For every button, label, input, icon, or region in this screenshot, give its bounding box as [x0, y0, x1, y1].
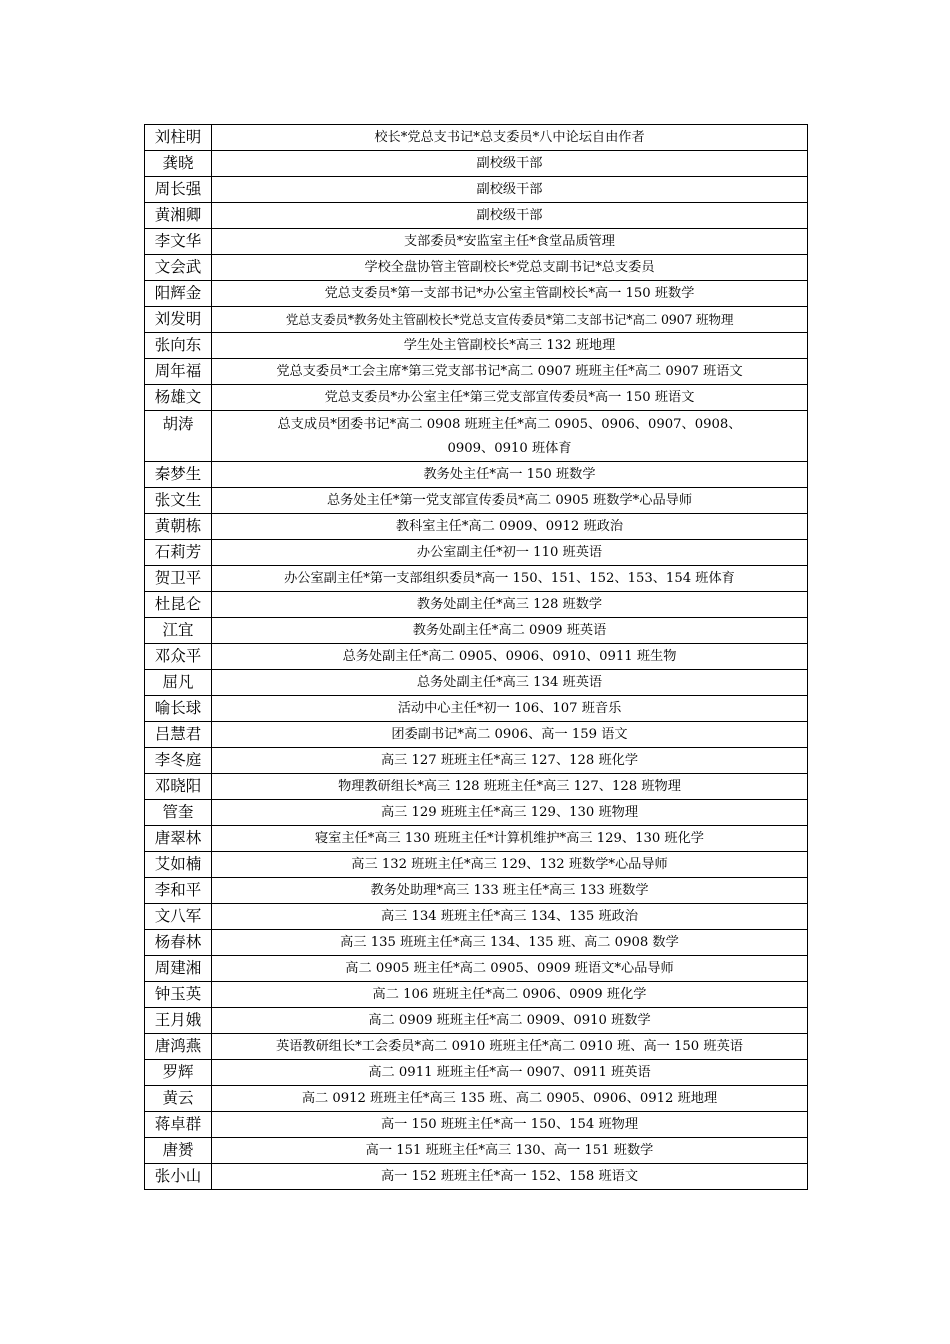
table-row [145, 125, 808, 151]
staff-duty: 活动中心主任*初一 106、107 班音乐 [212, 696, 808, 722]
table-row [145, 281, 808, 307]
staff-duty: 总支成员*团委书记*高二 0908 班班主任*高二 0905、0906、0907、0908、0909、0910 班体育 [212, 411, 808, 462]
staff-name: 刘柱明 [145, 125, 212, 151]
staff-duty-table [144, 124, 808, 1190]
table-row [145, 1112, 808, 1138]
table-row [145, 982, 808, 1008]
table-row [145, 1138, 808, 1164]
staff-name: 秦梦生 [145, 462, 212, 488]
staff-name: 李文华 [145, 229, 212, 255]
table-row [145, 359, 808, 385]
staff-duty: 总务处副主任*高三 134 班英语 [212, 670, 808, 696]
staff-duty: 党总支委员*工会主席*第三党支部书记*高二 0907 班班主任*高二 0907 班语文 [212, 359, 808, 385]
staff-duty: 高一 150 班班主任*高一 150、154 班物理 [212, 1112, 808, 1138]
staff-name: 张文生 [145, 488, 212, 514]
staff-duty: 高二 0911 班班主任*高一 0907、0911 班英语 [212, 1060, 808, 1086]
staff-duty: 高一 151 班班主任*高三 130、高一 151 班数学 [212, 1138, 808, 1164]
staff-duty: 高一 152 班班主任*高一 152、158 班语文 [212, 1164, 808, 1190]
table-row [145, 333, 808, 359]
staff-name: 文八军 [145, 904, 212, 930]
staff-duty: 总务处主任*第一党支部宣传委员*高二 0905 班数学*心品导师 [212, 488, 808, 514]
staff-duty: 教务处副主任*高三 128 班数学 [212, 592, 808, 618]
table-row [145, 462, 808, 488]
staff-duty: 高三 127 班班主任*高三 127、128 班化学 [212, 748, 808, 774]
staff-name: 李冬庭 [145, 748, 212, 774]
table-row [145, 203, 808, 229]
staff-duty: 学校全盘协管主管副校长*党总支副书记*总支委员 [212, 255, 808, 281]
staff-name: 邓晓阳 [145, 774, 212, 800]
staff-name: 钟玉英 [145, 982, 212, 1008]
staff-duty: 办公室副主任*初一 110 班英语 [212, 540, 808, 566]
staff-duty: 英语教研组长*工会委员*高二 0910 班班主任*高二 0910 班、高一 150 班英语 [212, 1034, 808, 1060]
staff-name: 屈凡 [145, 670, 212, 696]
staff-name: 罗辉 [145, 1060, 212, 1086]
table-row [145, 540, 808, 566]
staff-name: 杜昆仑 [145, 592, 212, 618]
staff-name: 周长强 [145, 177, 212, 203]
staff-duty: 高三 129 班班主任*高三 129、130 班物理 [212, 800, 808, 826]
staff-duty: 高三 132 班班主任*高三 129、132 班数学*心品导师 [212, 852, 808, 878]
staff-duty: 团委副书记*高二 0906、高一 159 语文 [212, 722, 808, 748]
staff-name: 唐鸿燕 [145, 1034, 212, 1060]
staff-name: 王月娥 [145, 1008, 212, 1034]
staff-name: 胡涛 [145, 411, 212, 462]
staff-name: 黄朝栋 [145, 514, 212, 540]
table-row [145, 748, 808, 774]
staff-duty: 教务处助理*高三 133 班主任*高三 133 班数学 [212, 878, 808, 904]
staff-name: 江宜 [145, 618, 212, 644]
staff-name: 杨春林 [145, 930, 212, 956]
table-row [145, 956, 808, 982]
table-row [145, 1008, 808, 1034]
staff-duty: 高三 134 班班主任*高三 134、135 班政治 [212, 904, 808, 930]
staff-name: 唐翠林 [145, 826, 212, 852]
table-row [145, 826, 808, 852]
table-row [145, 774, 808, 800]
table-row [145, 618, 808, 644]
staff-duty: 教务处主任*高一 150 班数学 [212, 462, 808, 488]
table-row [145, 722, 808, 748]
staff-duty: 教科室主任*高二 0909、0912 班政治 [212, 514, 808, 540]
table-row [145, 592, 808, 618]
table-row [145, 411, 808, 462]
staff-name: 艾如楠 [145, 852, 212, 878]
staff-duty: 副校级干部 [212, 151, 808, 177]
staff-table-body [145, 125, 808, 1190]
table-row [145, 514, 808, 540]
staff-duty: 高二 0912 班班主任*高三 135 班、高二 0905、0906、0912 班地理 [212, 1086, 808, 1112]
staff-name: 张小山 [145, 1164, 212, 1190]
staff-name: 杨雄文 [145, 385, 212, 411]
table-row [145, 566, 808, 592]
staff-duty: 办公室副主任*第一支部组织委员*高一 150、151、152、153、154 班体育 [212, 566, 808, 592]
staff-name: 阳辉金 [145, 281, 212, 307]
staff-duty: 副校级干部 [212, 177, 808, 203]
staff-duty: 学生处主管副校长*高三 132 班地理 [212, 333, 808, 359]
staff-name: 邓众平 [145, 644, 212, 670]
staff-duty: 总务处副主任*高二 0905、0906、0910、0911 班生物 [212, 644, 808, 670]
table-row [145, 670, 808, 696]
staff-duty: 物理教研组长*高三 128 班班主任*高三 127、128 班物理 [212, 774, 808, 800]
table-row [145, 1086, 808, 1112]
staff-duty: 教务处副主任*高二 0909 班英语 [212, 618, 808, 644]
table-row [145, 177, 808, 203]
staff-duty: 寝室主任*高三 130 班班主任*计算机维护*高三 129、130 班化学 [212, 826, 808, 852]
table-row [145, 800, 808, 826]
staff-name: 唐赟 [145, 1138, 212, 1164]
staff-duty: 高二 0905 班主任*高二 0905、0909 班语文*心品导师 [212, 956, 808, 982]
staff-name: 龚晓 [145, 151, 212, 177]
table-row [145, 229, 808, 255]
staff-duty: 支部委员*安监室主任*食堂品质管理 [212, 229, 808, 255]
staff-name: 石莉芳 [145, 540, 212, 566]
staff-name: 黄湘卿 [145, 203, 212, 229]
staff-duty: 党总支委员*第一支部书记*办公室主管副校长*高一 150 班数学 [212, 281, 808, 307]
table-row [145, 307, 808, 333]
table-row [145, 930, 808, 956]
staff-name: 李和平 [145, 878, 212, 904]
staff-duty: 党总支委员*教务处主管副校长*党总支宣传委员*第二支部书记*高二 0907 班物理 [212, 307, 808, 333]
table-row [145, 488, 808, 514]
staff-name: 喻长球 [145, 696, 212, 722]
staff-name: 黄云 [145, 1086, 212, 1112]
table-row [145, 151, 808, 177]
table-row [145, 852, 808, 878]
table-row [145, 1034, 808, 1060]
staff-name: 管奎 [145, 800, 212, 826]
staff-duty: 党总支委员*办公室主任*第三党支部宣传委员*高一 150 班语文 [212, 385, 808, 411]
table-row [145, 1060, 808, 1086]
staff-duty: 副校级干部 [212, 203, 808, 229]
staff-name: 文会武 [145, 255, 212, 281]
table-row [145, 385, 808, 411]
staff-name: 周年福 [145, 359, 212, 385]
table-row [145, 1164, 808, 1190]
staff-duty: 高二 106 班班主任*高二 0906、0909 班化学 [212, 982, 808, 1008]
staff-name: 张向东 [145, 333, 212, 359]
staff-name: 贺卫平 [145, 566, 212, 592]
staff-name: 蒋卓群 [145, 1112, 212, 1138]
table-row [145, 696, 808, 722]
table-row [145, 878, 808, 904]
table-row [145, 644, 808, 670]
staff-duty: 高二 0909 班班主任*高二 0909、0910 班数学 [212, 1008, 808, 1034]
table-row [145, 255, 808, 281]
staff-name: 吕慧君 [145, 722, 212, 748]
staff-duty: 高三 135 班班主任*高三 134、135 班、高二 0908 数学 [212, 930, 808, 956]
staff-duty: 校长*党总支书记*总支委员*八中论坛自由作者 [212, 125, 808, 151]
table-row [145, 904, 808, 930]
staff-name: 刘发明 [145, 307, 212, 333]
staff-name: 周建湘 [145, 956, 212, 982]
